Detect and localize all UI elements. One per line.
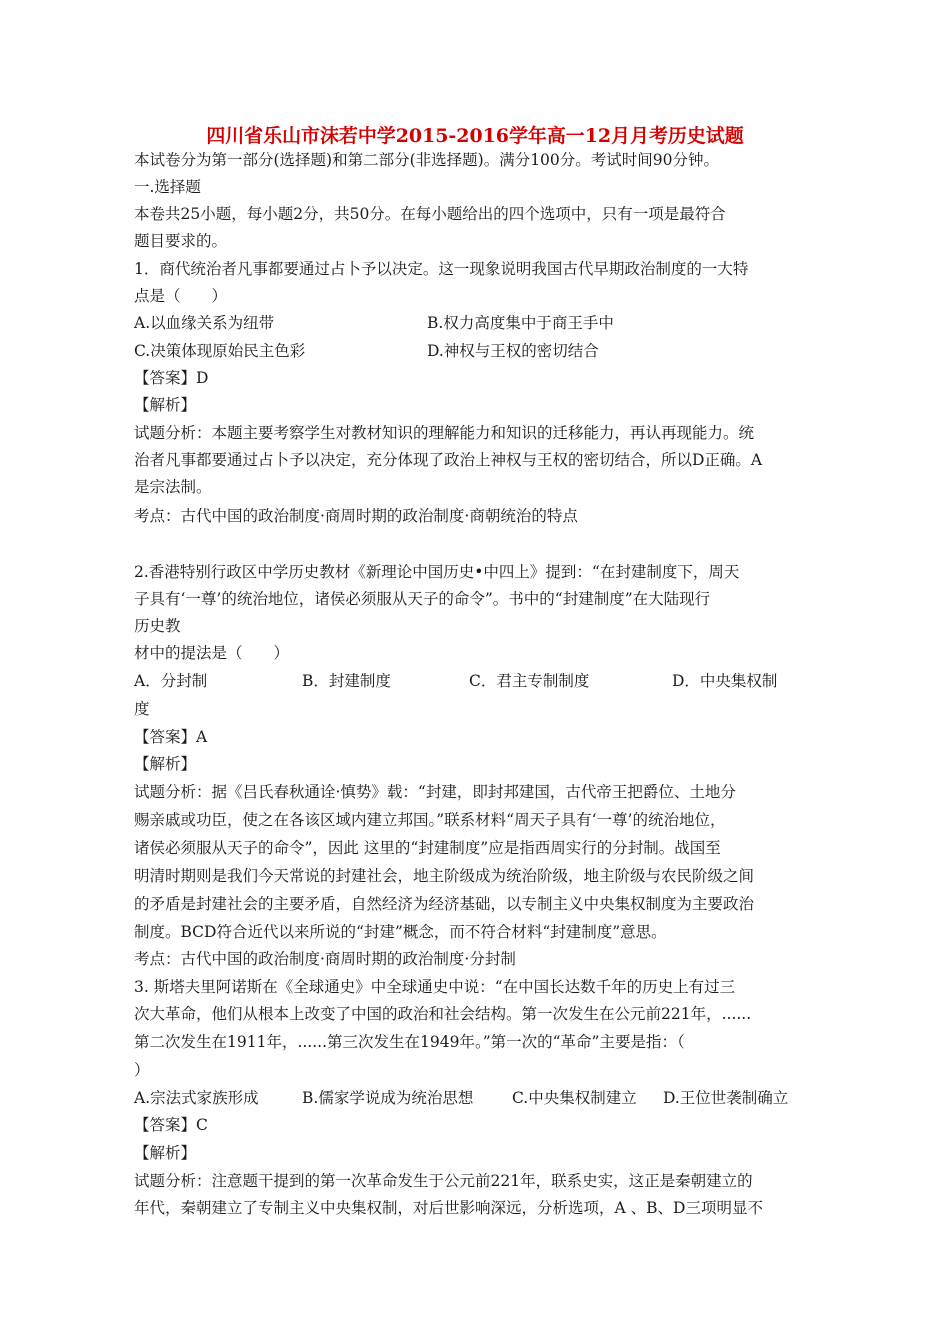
q2-knowledge-point: 考点：古代中国的政治制度·商周时期的政治制度·分封制 [134, 950, 516, 968]
q3-stem-line: ） [134, 1061, 150, 1079]
q1-stem-line: 点是（ ） [134, 287, 228, 305]
q1-option-d: D.神权与王权的密切结合 [427, 342, 599, 360]
q2-analysis-line: 的矛盾是封建社会的主要矛盾，自然经济为经济基础，以专制主义中央集权制度为主要政治 [134, 895, 755, 913]
q2-stem-line: 2.香港特别行政区中学历史教材《新理论中国历史•中四上》提到：“在封建制度下，周天 [134, 563, 740, 581]
q1-analysis-line: 试题分析：本题主要考察学生对教材知识的理解能力和知识的迁移能力，再认再现能力。统 [134, 424, 755, 442]
q3-stem-line: 次大革命，他们从根本上改变了中国的政治和社会结构。第一次发生在公元前221年，...... [134, 1005, 752, 1023]
section-desc-line: 题目要求的。 [134, 232, 228, 250]
q3-stem-line: 第二次发生在1911年，......第三次发生在1949年。”第一次的“革命”主要是指：（ [134, 1033, 685, 1051]
q2-option-c: C．君主专制制度 [469, 672, 590, 690]
q3-option-c: C.中央集权制建立 [512, 1089, 637, 1107]
q2-option-a: A．分封制 [134, 672, 208, 690]
section-desc-line: 本卷共25小题，每小题2分，共50分。在每小题给出的四个选项中，只有一项是最符合 [134, 205, 726, 223]
q3-answer: 【答案】C [134, 1116, 208, 1134]
q2-answer: 【答案】A [134, 728, 208, 746]
q2-stem-line: 材中的提法是（ ） [134, 644, 290, 662]
q1-stem-line: 1．商代统治者凡事都要通过占卜予以决定。这一现象说明我国古代早期政治制度的一大特 [134, 260, 749, 278]
q1-analysis-line: 是宗法制。 [134, 478, 212, 496]
q2-analysis-line: 诸侯必须服从天子的命令”，因此 这里的“封建制度”应是指西周实行的分封制。战国至 [134, 839, 721, 857]
q1-option-c: C.决策体现原始民主色彩 [134, 342, 306, 360]
q3-option-b: B.儒家学说成为统治思想 [302, 1089, 474, 1107]
q2-analysis-line: 明清时期则是我们今天常说的封建社会，地主阶级成为统治阶级，地主阶级与农民阶级之间 [134, 867, 755, 885]
q1-option-a: A.以血缘关系为纽带 [134, 314, 275, 332]
q2-option-wrap: 度 [134, 700, 150, 718]
q3-option-a: A.宗法式家族形成 [134, 1089, 259, 1107]
q2-analysis-line: 赐亲戚或功臣，使之在各该区域内建立邦国。”联系材料“周天子具有‘一尊’的统治地位， [134, 811, 726, 829]
q1-analysis-line: 治者凡事都要通过占卜予以决定，充分体现了政治上神权与王权的密切结合，所以D正确。A [134, 451, 763, 469]
q2-analysis-line: 制度。BCD符合近代以来所说的“封建”概念，而不符合材料“封建制度”意思。 [134, 923, 667, 941]
page-title: 四川省乐山市沫若中学2015-2016学年高一12月月考历史试题 [206, 125, 744, 147]
q3-stem-line: 3. 斯塔夫里阿诺斯在《全球通史》中全球通史中说：“在中国长达数千年的历史上有过三 [134, 978, 736, 996]
q2-option-d: D．中央集权制 [672, 672, 778, 690]
q3-analysis-line: 试题分析：注意题干提到的第一次革命发生于公元前221年，联系史实，这正是秦朝建立的 [134, 1172, 753, 1190]
q2-option-b: B．封建制度 [302, 672, 391, 690]
q2-analysis-line: 试题分析：据《吕氏春秋通诠·慎势》载：“封建，即封邦建国，古代帝王把爵位、土地分 [134, 783, 736, 801]
q3-option-d: D.王位世袭制确立 [663, 1089, 789, 1107]
q1-analysis-label: 【解析】 [134, 396, 197, 414]
q1-answer: 【答案】D [134, 369, 209, 387]
q2-analysis-label: 【解析】 [134, 755, 197, 773]
exam-intro: 本试卷分为第一部分(选择题)和第二部分(非选择题)。满分100分。考试时间90分钟。 [134, 151, 719, 169]
section-heading: 一.选择题 [134, 178, 201, 196]
q1-knowledge-point: 考点：古代中国的政治制度·商周时期的政治制度·商朝统治的特点 [134, 507, 578, 525]
q1-option-b: B.权力高度集中于商王手中 [427, 314, 614, 332]
q3-analysis-label: 【解析】 [134, 1144, 197, 1162]
q2-stem-line: 历史教 [134, 617, 181, 635]
q3-analysis-line: 年代，秦朝建立了专制主义中央集权制，对后世影响深远，分析选项，A 、B、D三项明显不 [134, 1199, 763, 1217]
q2-stem-line: 子具有‘一尊’的统治地位，诸侯必须服从天子的命令”。书中的“封建制度”在大陆现行 [134, 590, 711, 608]
